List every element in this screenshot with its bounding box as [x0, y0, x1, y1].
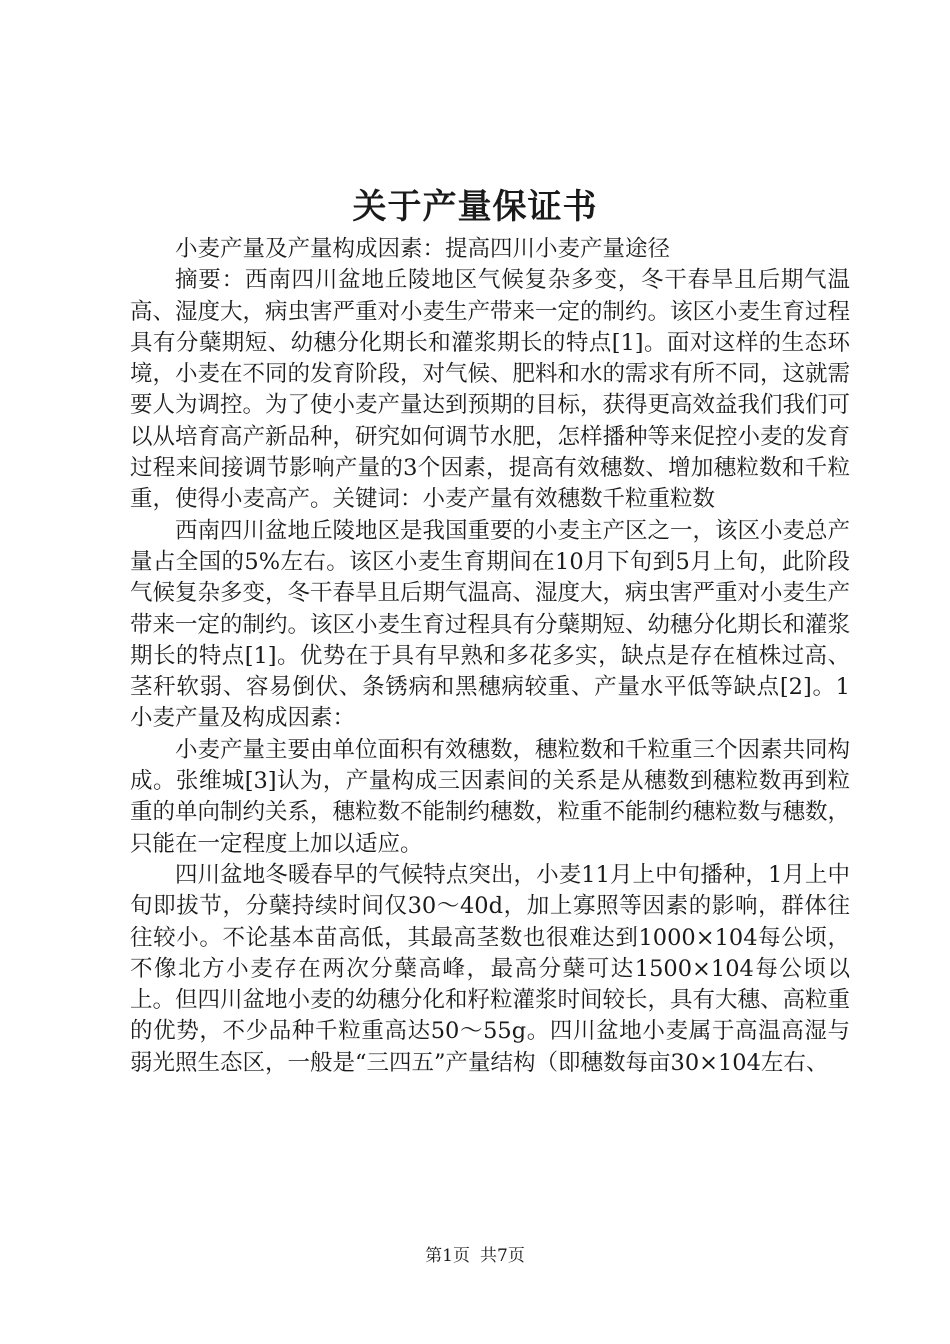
page-total: 共7页 [480, 1246, 525, 1266]
page-number: 第1页 [425, 1246, 470, 1266]
body-paragraph: 小麦产量主要由单位面积有效穗数，穗粒数和千粒重三个因素共同构成。张维城[3]认为，产量构成三因素间的关系是从穗数到穗粒数再到粒重的单向制约关系，穗粒数不能制约穗数，粒重不能制约穗粒数与穗数，只能在一定程度上加以适应。 [130, 736, 851, 857]
page-footer [0, 1244, 950, 1268]
body-paragraph: 西南四川盆地丘陵地区是我国重要的小麦主产区之一，该区小麦总产量占全国的5%左右。该区小麦生育期间在10月下旬到5月上旬，此阶段气候复杂多变，冬干春旱且后期气温高、湿度大，病虫害严重对小麦生产带来一定的制约。该区小麦生育过程具有分蘖期短、幼穗分化期长和灌浆期长的特点[1]。优势在于具有早熟和多花多实，缺点是存在植株过高、茎秆软弱、容易倒伏、条锈病和黑穗病较重、产量水平低等缺点[2]。1小麦产量及构成因素： [130, 517, 851, 732]
document-title: 关于产量保证书 [352, 187, 598, 227]
document-body [130, 234, 850, 1079]
abstract-paragraph: 摘要：西南四川盆地丘陵地区气候复杂多变，冬干春旱且后期气温高、湿度大，病虫害严重对小麦生产带来一定的制约。该区小麦生育过程具有分蘖期短、幼穗分化期长和灌浆期长的特点[1]。面对这样的生态环境，小麦在不同的发育阶段，对气候、肥料和水的需求有所不同，这就需要人为调控。为了使小麦产量达到预期的目标，获得更高效益我们我们可以从培育高产新品种，研究如何调节水肥，怎样播种等来促控小麦的发育过程来间接调节影响产量的3个因素，提高有效穗数、增加穗粒数和千粒重，使得小麦高产。关键词：小麦产量有效穗数千粒重粒数 [130, 267, 851, 513]
subtitle-paragraph: 小麦产量及产量构成因素：提高四川小麦产量途径 [175, 236, 671, 262]
body-paragraph: 四川盆地冬暖春早的气候特点突出，小麦11月上中旬播种，1月上中旬即拔节，分蘖持续时间仅30～40d，加上寡照等因素的影响，群体往往较小。不论基本苗高低，其最高茎数也很难达到1000×104每公顷，不像北方小麦存在两次分蘖高峰，最高分蘖可达1500×104每公顷以上。但四川盆地小麦的幼穗分化和籽粒灌浆时间较长，具有大穗、高粒重的优势，不少品种千粒重高达50～55g。四川盆地小麦属于高温高湿与弱光照生态区，一般是“三四五”产量结构（即穗数每亩30×104左右、 [130, 861, 851, 1076]
